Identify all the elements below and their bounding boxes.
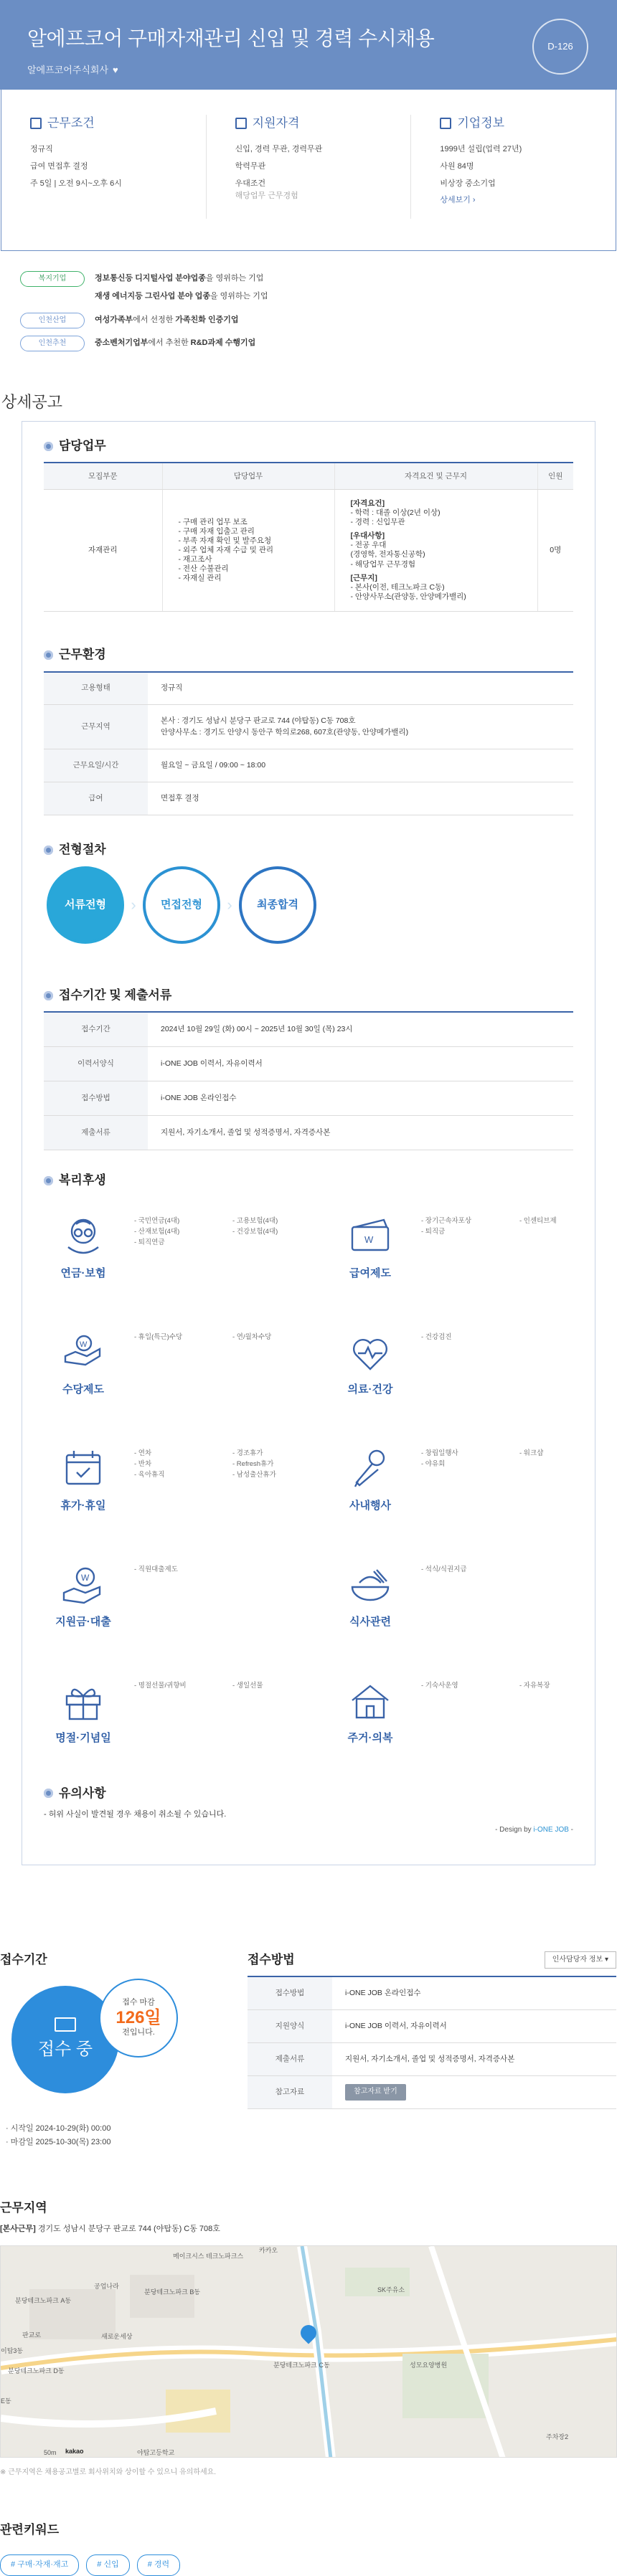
welfare-item: [44, 1313, 331, 1429]
kv-value: 면접후 결정: [148, 782, 573, 815]
location-line: 안양사무소 : 경기도 안양시 동안구 학의로268, 607호(관양동, 안양메가밸리): [161, 727, 409, 737]
company-name[interactable]: [27, 64, 617, 77]
keyword-tag[interactable]: # 구매·자재·재고: [0, 2554, 79, 2576]
count-cell: 0명: [537, 489, 573, 611]
map-canvas: [1, 2246, 617, 2458]
badge-text: [95, 273, 263, 285]
welfare-entry: - 퇴직금: [421, 1227, 446, 1236]
kv-key: 접수방법: [248, 1976, 332, 2009]
map-label: 카카오: [259, 2247, 278, 2255]
welfare-item: [44, 1197, 331, 1313]
welfare-label: 연금·보험: [60, 1266, 106, 1279]
qual-line: (경영학, 전자통신공학): [350, 550, 425, 559]
badge-bold: 정보통신등 디지털사업 분야업종: [95, 274, 206, 283]
svg-text:W: W: [364, 1233, 374, 1245]
allowance-icon: [58, 1327, 108, 1378]
map-label: 이탑3동: [1, 2347, 24, 2355]
task-line: - 외주 업체 자재 수급 및 관리: [178, 545, 274, 554]
welfare-item: [331, 1545, 617, 1662]
housing-icon: [345, 1676, 395, 1726]
map-label: 50m: [44, 2449, 57, 2457]
kv-key: 이력서양식: [44, 1046, 148, 1081]
receive-bubbles: [0, 1979, 248, 2122]
address-tag: [본사근무]: [0, 2225, 36, 2234]
kv-value: 정규직: [148, 672, 573, 705]
task-line: - 재고조사: [178, 555, 212, 564]
welfare-entry: - 경조휴가: [232, 1449, 263, 1457]
person-icon: [235, 118, 247, 129]
docs-section: [44, 987, 573, 1150]
welfare-entry: - 생일선물: [232, 1681, 263, 1690]
welfare-item: [44, 1429, 331, 1545]
badge-bold2: 가족친화 인증기업: [175, 315, 239, 324]
map-label: 분당테크노파크 A동: [15, 2297, 72, 2305]
welfare-item: [44, 1545, 331, 1662]
welfare-entry: - 고용보험(4대): [232, 1216, 278, 1225]
badge-bold: 중소벤처기업부: [95, 338, 149, 347]
location-section: [0, 2199, 617, 2478]
preferred-label: 우대조건: [235, 179, 266, 188]
keyword-tag[interactable]: # 경력: [137, 2554, 180, 2576]
status-text: 접수 중: [37, 2039, 93, 2059]
welfare-item: [331, 1662, 617, 1778]
founded: 1999년 설립(업력 27년): [440, 144, 522, 153]
conditions-title: 근무조건: [47, 116, 95, 130]
job-title: 알에프코어 구매자재관리 신입 및 경력 수시채용: [27, 27, 435, 49]
qual-line: - 해당업무 근무경험: [350, 559, 415, 569]
task-line: - 자재실 관리: [178, 574, 222, 583]
badge-row: [20, 313, 617, 328]
kv-key: 접수기간: [44, 1012, 148, 1046]
task-line: - 전산 수불관리: [178, 564, 229, 574]
welfare-label: 수당제도: [62, 1383, 104, 1396]
loan-icon: [58, 1560, 108, 1610]
deadline-circle: [99, 1979, 178, 2058]
badge-text: [95, 315, 238, 326]
map-label: 성모요양병원: [410, 2362, 448, 2369]
welfare-entry: - 기숙사운영: [421, 1681, 458, 1690]
welfare-label: 명절·기념일: [55, 1731, 111, 1744]
badge-rest: 에서 추천한: [148, 338, 191, 347]
kv-key: 참고자료: [248, 2075, 332, 2108]
env-section: [44, 646, 573, 815]
kv-key: 제출서류: [44, 1115, 148, 1150]
kv-value: i-ONE JOB 온라인접수: [332, 1976, 616, 2009]
company-badges: [0, 271, 617, 351]
design-brand: i-ONE JOB: [533, 1826, 569, 1834]
kv-key: 지원양식: [248, 2009, 332, 2042]
kv-value: 2024년 10월 29일 (화) 00시 ~ 2025년 10월 30일 (목) 23시: [148, 1012, 573, 1046]
map-label: 메이크시스 테크노파크스: [173, 2253, 244, 2260]
welfare-entry: - 산재보험(4대): [134, 1227, 180, 1236]
welfare-entry: - 반차: [134, 1459, 152, 1468]
meal-icon: [345, 1560, 395, 1610]
notes-text: - 허위 사실이 발견될 경우 채용이 취소될 수 있습니다.: [44, 1810, 227, 1819]
notes-section: [44, 1785, 573, 1836]
welfare-entry: - 연/월차수당: [232, 1332, 272, 1341]
th-tasks: 담당업무: [162, 463, 334, 489]
map-note: ※ 근무지역은 채용공고별로 회사위치와 상이할 수 있으니 유의하세요.: [0, 2468, 217, 2477]
start-date: · 시작일 2024-10-29(화) 00:00: [6, 2124, 111, 2134]
deadline-label: 접수 마감: [122, 1998, 155, 2007]
kv-key: 제출서류: [248, 2042, 332, 2075]
gift-icon: [58, 1676, 108, 1726]
company-detail-link[interactable]: 상세보기 ›: [440, 196, 476, 205]
kv-key: 고용형태: [44, 672, 148, 705]
event-icon: [345, 1444, 395, 1494]
svg-text:W: W: [81, 1572, 90, 1583]
qualification-title: 지원자격: [252, 116, 300, 130]
welfare-entry: - 장기근속자포상: [421, 1216, 472, 1225]
qual-line: - 경력 : 신입무관: [350, 518, 405, 527]
company-type: 비상장 중소기업: [440, 179, 496, 188]
job-header: [0, 0, 617, 90]
kv-value: 월요일 ~ 금요일 / 09:00 ~ 18:00: [148, 749, 573, 782]
deadline-end: 전입니다.: [122, 2028, 155, 2037]
design-credit: [44, 1825, 573, 1836]
welfare-entry: - 창립일행사: [421, 1449, 458, 1457]
step-interview: 면접전형: [143, 866, 220, 944]
map-label: 공업나라: [94, 2283, 119, 2291]
badge-rest: 을 영위하는 기업: [205, 274, 264, 283]
welfare-label: 주거·의복: [347, 1731, 393, 1744]
hr-contact-button[interactable]: 인사담당자 정보 ▾: [545, 1951, 616, 1969]
pension-icon: [58, 1211, 108, 1261]
welfare-entry: - 건강검진: [421, 1332, 452, 1341]
section-title: 전형절차: [59, 843, 106, 857]
address: [0, 2224, 617, 2235]
badge-bold: 여성가족부: [95, 315, 133, 324]
education-req: 학력무관: [235, 161, 266, 171]
welfare-entry: - 휴일(특근)수당: [134, 1332, 183, 1341]
design-suffix: -: [568, 1826, 573, 1834]
qual-line: [우대사항]: [350, 531, 385, 541]
badge-pill: 복지기업: [20, 271, 85, 287]
summary-conditions: [1, 115, 207, 219]
welfare-item: [331, 1313, 617, 1429]
section-title: 근무환경: [59, 647, 106, 661]
task-line: - 구매 자재 입출고 관리: [178, 526, 255, 536]
map-label: 분당테크노파크 D동: [8, 2367, 65, 2375]
qual-line: - 본사(이전, 테크노파크 C동): [350, 582, 445, 592]
welfare-entry: - 육아휴직: [134, 1470, 165, 1479]
th-quals: 자격요건 및 근무지: [334, 463, 537, 489]
welfare-grid: [44, 1197, 573, 1778]
badge-row: [20, 271, 617, 287]
kv-value: i-ONE JOB 온라인접수: [148, 1081, 573, 1115]
kv-key: 근무지역: [44, 705, 148, 749]
job-summary: [1, 90, 616, 251]
kakao-logo: kakao: [65, 2448, 84, 2456]
welfare-entry: - 건강보험(4대): [232, 1227, 278, 1236]
welfare-item: [331, 1197, 617, 1313]
welfare-entry: - 자유복장: [519, 1681, 550, 1690]
welfare-item: [44, 1662, 331, 1778]
vacation-icon: [58, 1444, 108, 1494]
kv-key: 근무요일/시간: [44, 749, 148, 782]
keyword-tag[interactable]: # 신입: [86, 2554, 129, 2576]
method-title: 접수방법: [248, 1952, 295, 1966]
keywords-title: 관련키워드: [0, 2522, 60, 2537]
bullet-icon: [44, 846, 53, 855]
welfare-label: 급여제도: [349, 1266, 391, 1279]
welfare-label: 사내행사: [349, 1499, 391, 1512]
welfare-entry: - 연차: [134, 1449, 152, 1457]
map-label: 판교로: [22, 2331, 42, 2339]
bullet-icon: [44, 650, 53, 660]
kv-value: [148, 705, 573, 749]
map-label: 분당테크노파크 C동: [273, 2362, 330, 2369]
quals-cell: [334, 489, 537, 611]
welfare-entry: - 워크샵: [519, 1449, 544, 1457]
chevron-right-icon: ›: [227, 895, 232, 914]
detail-frame: [22, 421, 595, 1865]
download-reference-button[interactable]: 참고자료 받기: [345, 2084, 406, 2101]
badge-sub-rest: 을 영위하는 기업: [210, 292, 268, 300]
preferred-value: 해당업무 근무경험: [235, 191, 298, 201]
step-final: 최종합격: [239, 866, 316, 944]
qual-line: [근무지]: [350, 573, 377, 582]
welfare-label: 지원금·대출: [55, 1615, 111, 1628]
kv-key: 접수방법: [44, 1081, 148, 1115]
task-line: - 구매 관리 업무 보조: [178, 517, 248, 526]
employment-type: 정규직: [30, 144, 53, 153]
duties-table: [44, 462, 573, 612]
welfare-entry: - 인센티브제: [519, 1216, 557, 1225]
keywords-section: [0, 2521, 617, 2576]
location-map[interactable]: [0, 2245, 617, 2458]
section-title: 접수기간 및 제출서류: [59, 988, 172, 1002]
building-icon: [440, 118, 451, 129]
welfare-entry: - 퇴직연금: [134, 1238, 165, 1246]
welfare-item: [331, 1429, 617, 1545]
design-prefix: - Design by: [495, 1826, 534, 1834]
qual-line: [자격요건]: [350, 498, 385, 508]
receive-period: [0, 1951, 248, 2149]
process-section: [44, 841, 573, 944]
receive-title: 접수기간: [0, 1952, 47, 1966]
career-req: 신입, 경력 무관, 경력무관: [235, 144, 323, 153]
kv-value: i-ONE JOB 이력서, 자유이력서: [148, 1046, 573, 1081]
welfare-entry: - 명절선물/귀향비: [134, 1681, 187, 1690]
task-line: - 부족 자재 확인 및 발주요청: [178, 536, 272, 545]
badge-pill: 인천산업: [20, 313, 85, 328]
badge-rest: 에서 선정한: [133, 315, 176, 324]
company-name-text[interactable]: 알에프코어주식회사: [27, 64, 109, 75]
welfare-entry: - 국민연금(4대): [134, 1216, 180, 1225]
badge-text: [95, 338, 255, 349]
kv-key: 급여: [44, 782, 148, 815]
kv-value: i-ONE JOB 이력서, 자유이력서: [332, 2009, 616, 2042]
bullet-icon: [44, 991, 53, 1000]
welfare-label: 식사관련: [349, 1615, 391, 1628]
welfare-entry: - 남성출산휴가: [232, 1470, 276, 1479]
bullet-icon: [44, 1176, 53, 1185]
book-icon: [55, 2017, 76, 2032]
map-label: 새로운세상: [101, 2333, 133, 2341]
welfare-entry: - 석식/식권지급: [421, 1565, 467, 1573]
welfare-entry: - 직원대출제도: [134, 1565, 178, 1573]
heart-icon[interactable]: ♥: [113, 64, 118, 75]
qual-line: - 안양사무소(관양동, 안양메가밸리): [350, 592, 466, 601]
step-document: 서류전형: [47, 866, 124, 944]
svg-text:W: W: [80, 1340, 88, 1349]
kv-value: 지원서, 자기소개서, 졸업 및 성적증명서, 자격증사본: [148, 1115, 573, 1150]
qual-line: - 학력 : 대졸 이상(2년 이상): [350, 508, 441, 517]
bullet-icon: [44, 1789, 53, 1798]
th-count: 인원: [537, 463, 573, 489]
document-icon: [30, 118, 42, 129]
company-title: 기업정보: [457, 116, 505, 130]
method-table: [248, 1976, 616, 2109]
apply-info: [0, 1951, 617, 2149]
map-label: SK주유소: [377, 2286, 405, 2294]
map-label: 분당테크노파크 B동: [144, 2288, 201, 2296]
section-title: 담당업무: [59, 438, 106, 453]
docs-table: [44, 1011, 573, 1150]
tasks-cell: [162, 489, 334, 611]
badge-pill: 인천추천: [20, 336, 85, 351]
summary-company: [411, 115, 616, 219]
welfare-section: [44, 1172, 573, 1778]
deadline-days: 126일: [116, 2008, 161, 2028]
apply-method: [248, 1951, 617, 2149]
qual-line: - 전공 우대: [350, 541, 387, 550]
summary-qualification: [207, 115, 412, 219]
employees: 사원 84명: [440, 161, 474, 171]
location-title: 근무지역: [0, 2200, 47, 2215]
th-dept: 모집부문: [44, 463, 162, 489]
map-label: E동: [1, 2397, 11, 2405]
map-label: 주차장2: [546, 2433, 569, 2441]
badge-sub-bold: 재생 에너지등 그린사업 분야 업종: [95, 292, 210, 300]
kv-value: 지원서, 자기소개서, 졸업 및 성적증명서, 자격증사본: [332, 2042, 616, 2075]
badge-row: [20, 336, 617, 351]
badge-subtext: [95, 291, 617, 303]
map-label: 야탑고등학교: [137, 2449, 175, 2457]
section-title: 유의사항: [59, 1786, 106, 1800]
env-table: [44, 671, 573, 816]
receive-dates: [0, 2122, 248, 2149]
keyword-list: [0, 2554, 617, 2576]
salary-icon: [345, 1211, 395, 1261]
dept-cell: 자재관리: [44, 489, 162, 611]
welfare-label: 의료·건강: [347, 1383, 393, 1396]
chevron-right-icon: ›: [131, 895, 136, 914]
process-steps: [47, 866, 573, 944]
salary: 급여 면접후 결정: [30, 161, 88, 171]
work-hours: 주 5일 | 오전 9시~오후 6시: [30, 179, 122, 188]
badge-bold2: R&D과제 수행기업: [190, 338, 256, 347]
dday-badge: D-126: [532, 19, 588, 75]
location-line: 본사 : 경기도 성남시 분당구 판교로 744 (야탑동) C동 708호: [161, 716, 356, 726]
welfare-entry: - Refresh휴가: [232, 1459, 274, 1468]
address-text: 경기도 성남시 분당구 판교로 744 (야탑동) C동 708호: [35, 2225, 220, 2234]
duties-section: [44, 437, 573, 612]
section-title: 복리후생: [59, 1173, 106, 1187]
health-icon: [345, 1327, 395, 1378]
welfare-entry: - 야유회: [421, 1459, 446, 1468]
detail-title: 상세공고: [1, 392, 63, 411]
bullet-icon: [44, 442, 53, 451]
end-date: · 마감일 2025-10-30(목) 23:00: [6, 2137, 111, 2146]
welfare-label: 휴가·휴일: [60, 1499, 106, 1512]
